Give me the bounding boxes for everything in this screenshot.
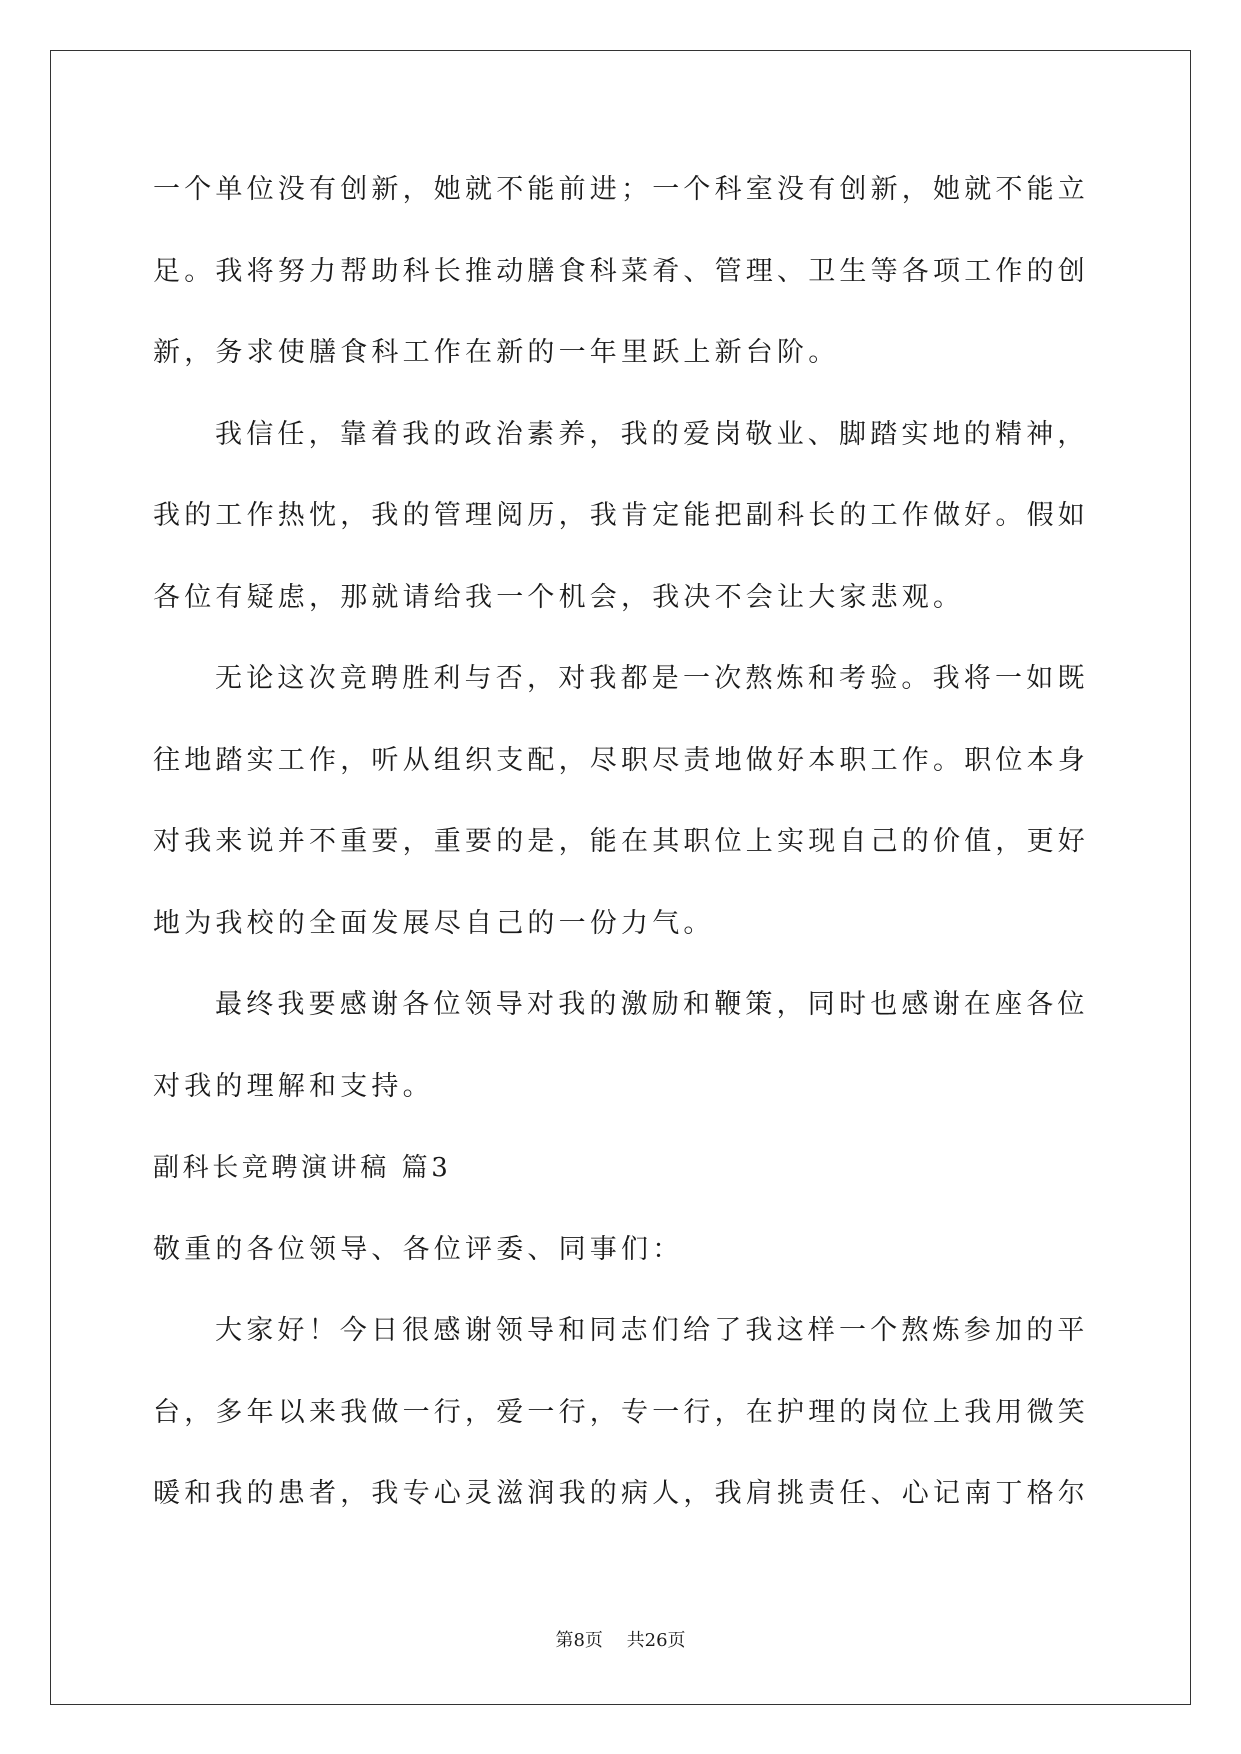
text-line: 足。我将努力帮助科长推动膳食科菜肴、管理、卫生等各项工作的创	[153, 256, 1089, 287]
text-line: 各位有疑虑，那就请给我一个机会，我决不会让大家悲观。	[153, 582, 965, 613]
text-line: 大家好！今日很感谢领导和同志们给了我这样一个熬炼参加的平	[215, 1315, 1089, 1346]
page-number: 第8页	[555, 1630, 603, 1651]
salutation: 敬重的各位领导、各位评委、同事们：	[153, 1234, 684, 1265]
text-line: 对我的理解和支持。	[153, 1071, 434, 1102]
text-line: 我信任，靠着我的政治素养，我的爱岗敬业、脚踏实地的精神，	[215, 419, 1089, 450]
page-border	[50, 50, 1191, 1705]
text-line: 我的工作热忱，我的管理阅历，我肯定能把副科长的工作做好。假如	[153, 500, 1089, 531]
text-line: 地为我校的全面发展尽自己的一份力气。	[153, 908, 715, 939]
text-line: 暖和我的患者，我专心灵滋润我的病人，我肩挑责任、心记南丁格尔	[153, 1478, 1089, 1509]
text-line: 新，务求使膳食科工作在新的一年里跃上新台阶。	[153, 337, 840, 368]
text-line: 对我来说并不重要，重要的是，能在其职位上实现自己的价值，更好	[153, 826, 1089, 857]
text-line: 最终我要感谢各位领导对我的激励和鞭策，同时也感谢在座各位	[215, 989, 1089, 1020]
page-footer	[0, 1628, 1241, 1654]
section-heading: 副科长竞聘演讲稿 篇3	[153, 1153, 452, 1183]
text-line: 一个单位没有创新，她就不能前进；一个科室没有创新，她就不能立	[153, 174, 1089, 205]
text-line: 无论这次竞聘胜利与否，对我都是一次熬炼和考验。我将一如既	[215, 663, 1089, 694]
page-total: 共26页	[626, 1630, 686, 1651]
text-line: 台，多年以来我做一行，爱一行，专一行，在护理的岗位上我用微笑	[153, 1397, 1089, 1428]
text-line: 往地踏实工作，听从组织支配，尽职尽责地做好本职工作。职位本身	[153, 745, 1089, 776]
